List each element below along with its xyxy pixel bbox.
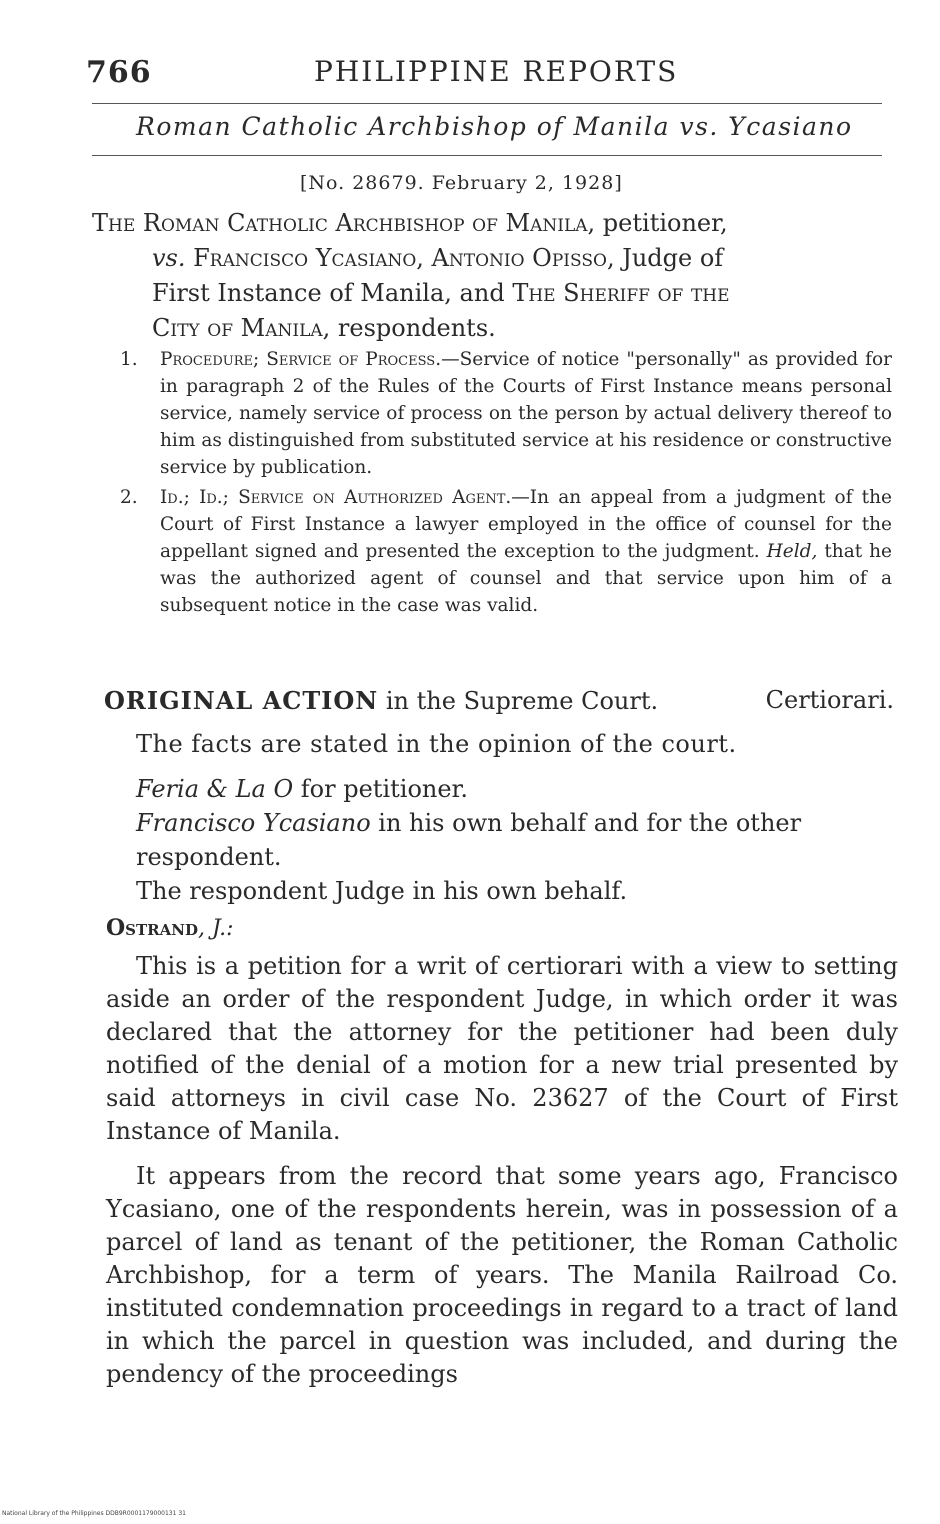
counsel-respondent [106, 806, 896, 874]
parties-line-4 [92, 311, 892, 346]
page-number: 766 [86, 55, 152, 90]
petitioner-name: The Roman Catholic Archbishop of Manila [92, 209, 588, 237]
respondent-sheriff: The Sheriff of the [512, 279, 730, 307]
opinion-paragraph: This is a petition for a writ of certiorari with a view to setting aside an order of the respondent Judge, in which order it was declared that the attorney for the petitioner had been duly notified of the denial of a motion for a new trial presented by said attorneys in civil case No. 23627 of the Court of First Instance of Manila. [106, 952, 898, 1145]
header-rule-bottom [92, 155, 882, 156]
syllabus-text: —Service of notice "personally" as provided for in paragraph 2 of the Rules of the Courts of First Instance means personal service, namely service of process on the person by actual delivery thereof to him as distinguished from substituted service at his residence or constructive service by publication. [160, 349, 892, 478]
opinion-author [106, 915, 234, 941]
syllabus-heading: Id.; Id.; Service on Authorized Agent. [160, 487, 512, 508]
parties-line-2 [92, 241, 892, 276]
syllabus [120, 346, 892, 622]
judge-name: Ostrand [106, 915, 198, 941]
counsel-respondent-name: Francisco Ycasiano [136, 809, 371, 837]
original-action-type: Certiorari. [765, 686, 894, 714]
opinion-paragraph: It appears from the record that some years ago, Francisco Ycasiano, one of the respondents herein, was in possession of a parcel of land as tenant of the petitioner, the Roman Catholic Archbishop, for a term of years. The Manila Railroad Co. instituted condemnation proceedings in regard to a tract of land in which the parcel in question was included, and during the pendency of the proceedings [106, 1162, 898, 1388]
syllabus-heading: Procedure; Service of Process. [160, 349, 442, 370]
syllabus-number: 1. [120, 349, 138, 370]
scan-footer: National Library of the Philippines DDB9R0001179000131 31 [2, 1510, 186, 1517]
docket-number: [No. 28679. February 2, 1928] [300, 172, 623, 194]
parties-line-1 [92, 206, 892, 241]
versus: vs. [152, 244, 186, 272]
syllabus-item [120, 484, 892, 619]
counsel-petitioner-name: Feria & La O [136, 775, 294, 803]
respondent-ycasiano: Francisco Ycasiano [193, 244, 417, 272]
page-header [86, 55, 886, 95]
counsel-respondent-text: in his own behalf and for the other respondent. [136, 809, 802, 871]
counsel-judge: The respondent Judge in his own behalf. [136, 877, 628, 905]
respondent-opisso: Antonio Opisso [431, 244, 607, 272]
syllabus-number: 2. [120, 487, 138, 508]
parties-line-3 [92, 276, 892, 311]
respondent-opisso-role: , Judge of [606, 244, 724, 272]
original-action-lead: ORIGINAL ACTION [104, 686, 379, 715]
facts-statement: The facts are stated in the opinion of the court. [136, 730, 737, 758]
original-action [104, 686, 894, 715]
case-title: Roman Catholic Archbishop of Manila vs. Ycasiano [136, 112, 853, 141]
petitioner-role: , petitioner, [587, 209, 728, 237]
running-head: PHILIPPINE REPORTS [314, 55, 679, 88]
separator: , [416, 244, 432, 272]
counsel-petitioner [106, 772, 896, 806]
counsel-petitioner-text: for petitioner. [293, 775, 469, 803]
respondent-sheriff-city: City of Manila [152, 314, 323, 342]
parties-line-3-text: First Instance of Manila, and [152, 279, 513, 307]
syllabus-text: —In an appeal from a judgment of the Court of First Instance a lawyer employed in the office of counsel for the appellant signed and presented the exception to the judgment. [160, 487, 892, 562]
original-action-text: in the Supreme Court. [378, 687, 659, 715]
syllabus-text: that he was the authorized agent of counsel and that service upon him of a subsequent notice in the case was valid. [160, 541, 892, 616]
counsel-block [106, 772, 896, 908]
syllabus-held: Held, [766, 541, 818, 562]
opinion-body [106, 950, 898, 1403]
parties-caption [92, 206, 892, 346]
respondents-role: , respondents. [322, 314, 496, 342]
judge-suffix: , J.: [197, 916, 234, 941]
header-rule-top [92, 103, 882, 104]
syllabus-item [120, 346, 892, 481]
